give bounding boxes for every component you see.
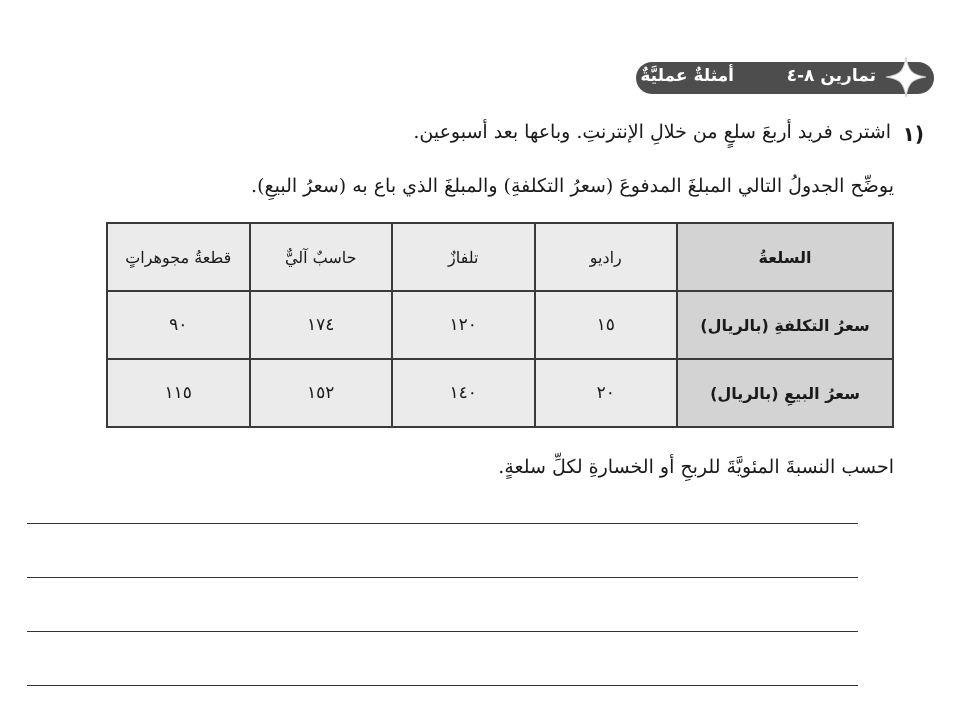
- price-table: [106, 222, 894, 428]
- table-cell: قطعةُ مجوهراتٍ: [107, 223, 250, 291]
- table-header-cell: السلعةُ: [677, 223, 893, 291]
- answer-line[interactable]: [27, 523, 858, 524]
- table-row: [107, 359, 893, 427]
- table-cell: ١٢٠: [392, 291, 535, 359]
- exercise-subtitle: أمثلةٌ عمليَّةٌ: [640, 66, 734, 86]
- table-row: [107, 223, 893, 291]
- answer-line[interactable]: [27, 577, 858, 578]
- instruction-text: احسب النسبةَ المئويَّةَ للربحِ أو الخسارةِ لكلِّ سلعةٍ.: [498, 456, 894, 478]
- question-text-line1: اشترى فريد أربعَ سلعٍ من خلالِ الإنترنتِ. وباعها بعد أسبوعين.: [413, 121, 891, 143]
- table-cell: ٩٠: [107, 291, 250, 359]
- question-number: ١): [902, 122, 924, 146]
- answer-line[interactable]: [27, 631, 858, 632]
- question-text-line2: يوضِّح الجدولُ التالي المبلغَ المدفوعَ (سعرُ التكلفةِ) والمبلغَ الذي باع به (سعرُ البيعِ).: [251, 175, 894, 197]
- table-cell: ١٧٤: [250, 291, 393, 359]
- answer-line[interactable]: [27, 685, 858, 686]
- exercise-banner: [636, 62, 934, 94]
- table-cell: راديو: [535, 223, 678, 291]
- table-cell: تلفازٌ: [392, 223, 535, 291]
- table-cell: ١١٥: [107, 359, 250, 427]
- table-cell: حاسبٌ آليٌّ: [250, 223, 393, 291]
- table-cell: ١٥٢: [250, 359, 393, 427]
- four-point-star-icon: [884, 55, 928, 99]
- table-header-cell: سعرُ التكلفةِ (بالريال): [677, 291, 893, 359]
- table-cell: ١٥: [535, 291, 678, 359]
- exercise-title: تمارين ٨-٤: [786, 66, 876, 86]
- table-row: [107, 291, 893, 359]
- table-cell: ١٤٠: [392, 359, 535, 427]
- table-header-cell: سعرُ البيعِ (بالريال): [677, 359, 893, 427]
- table-cell: ٢٠: [535, 359, 678, 427]
